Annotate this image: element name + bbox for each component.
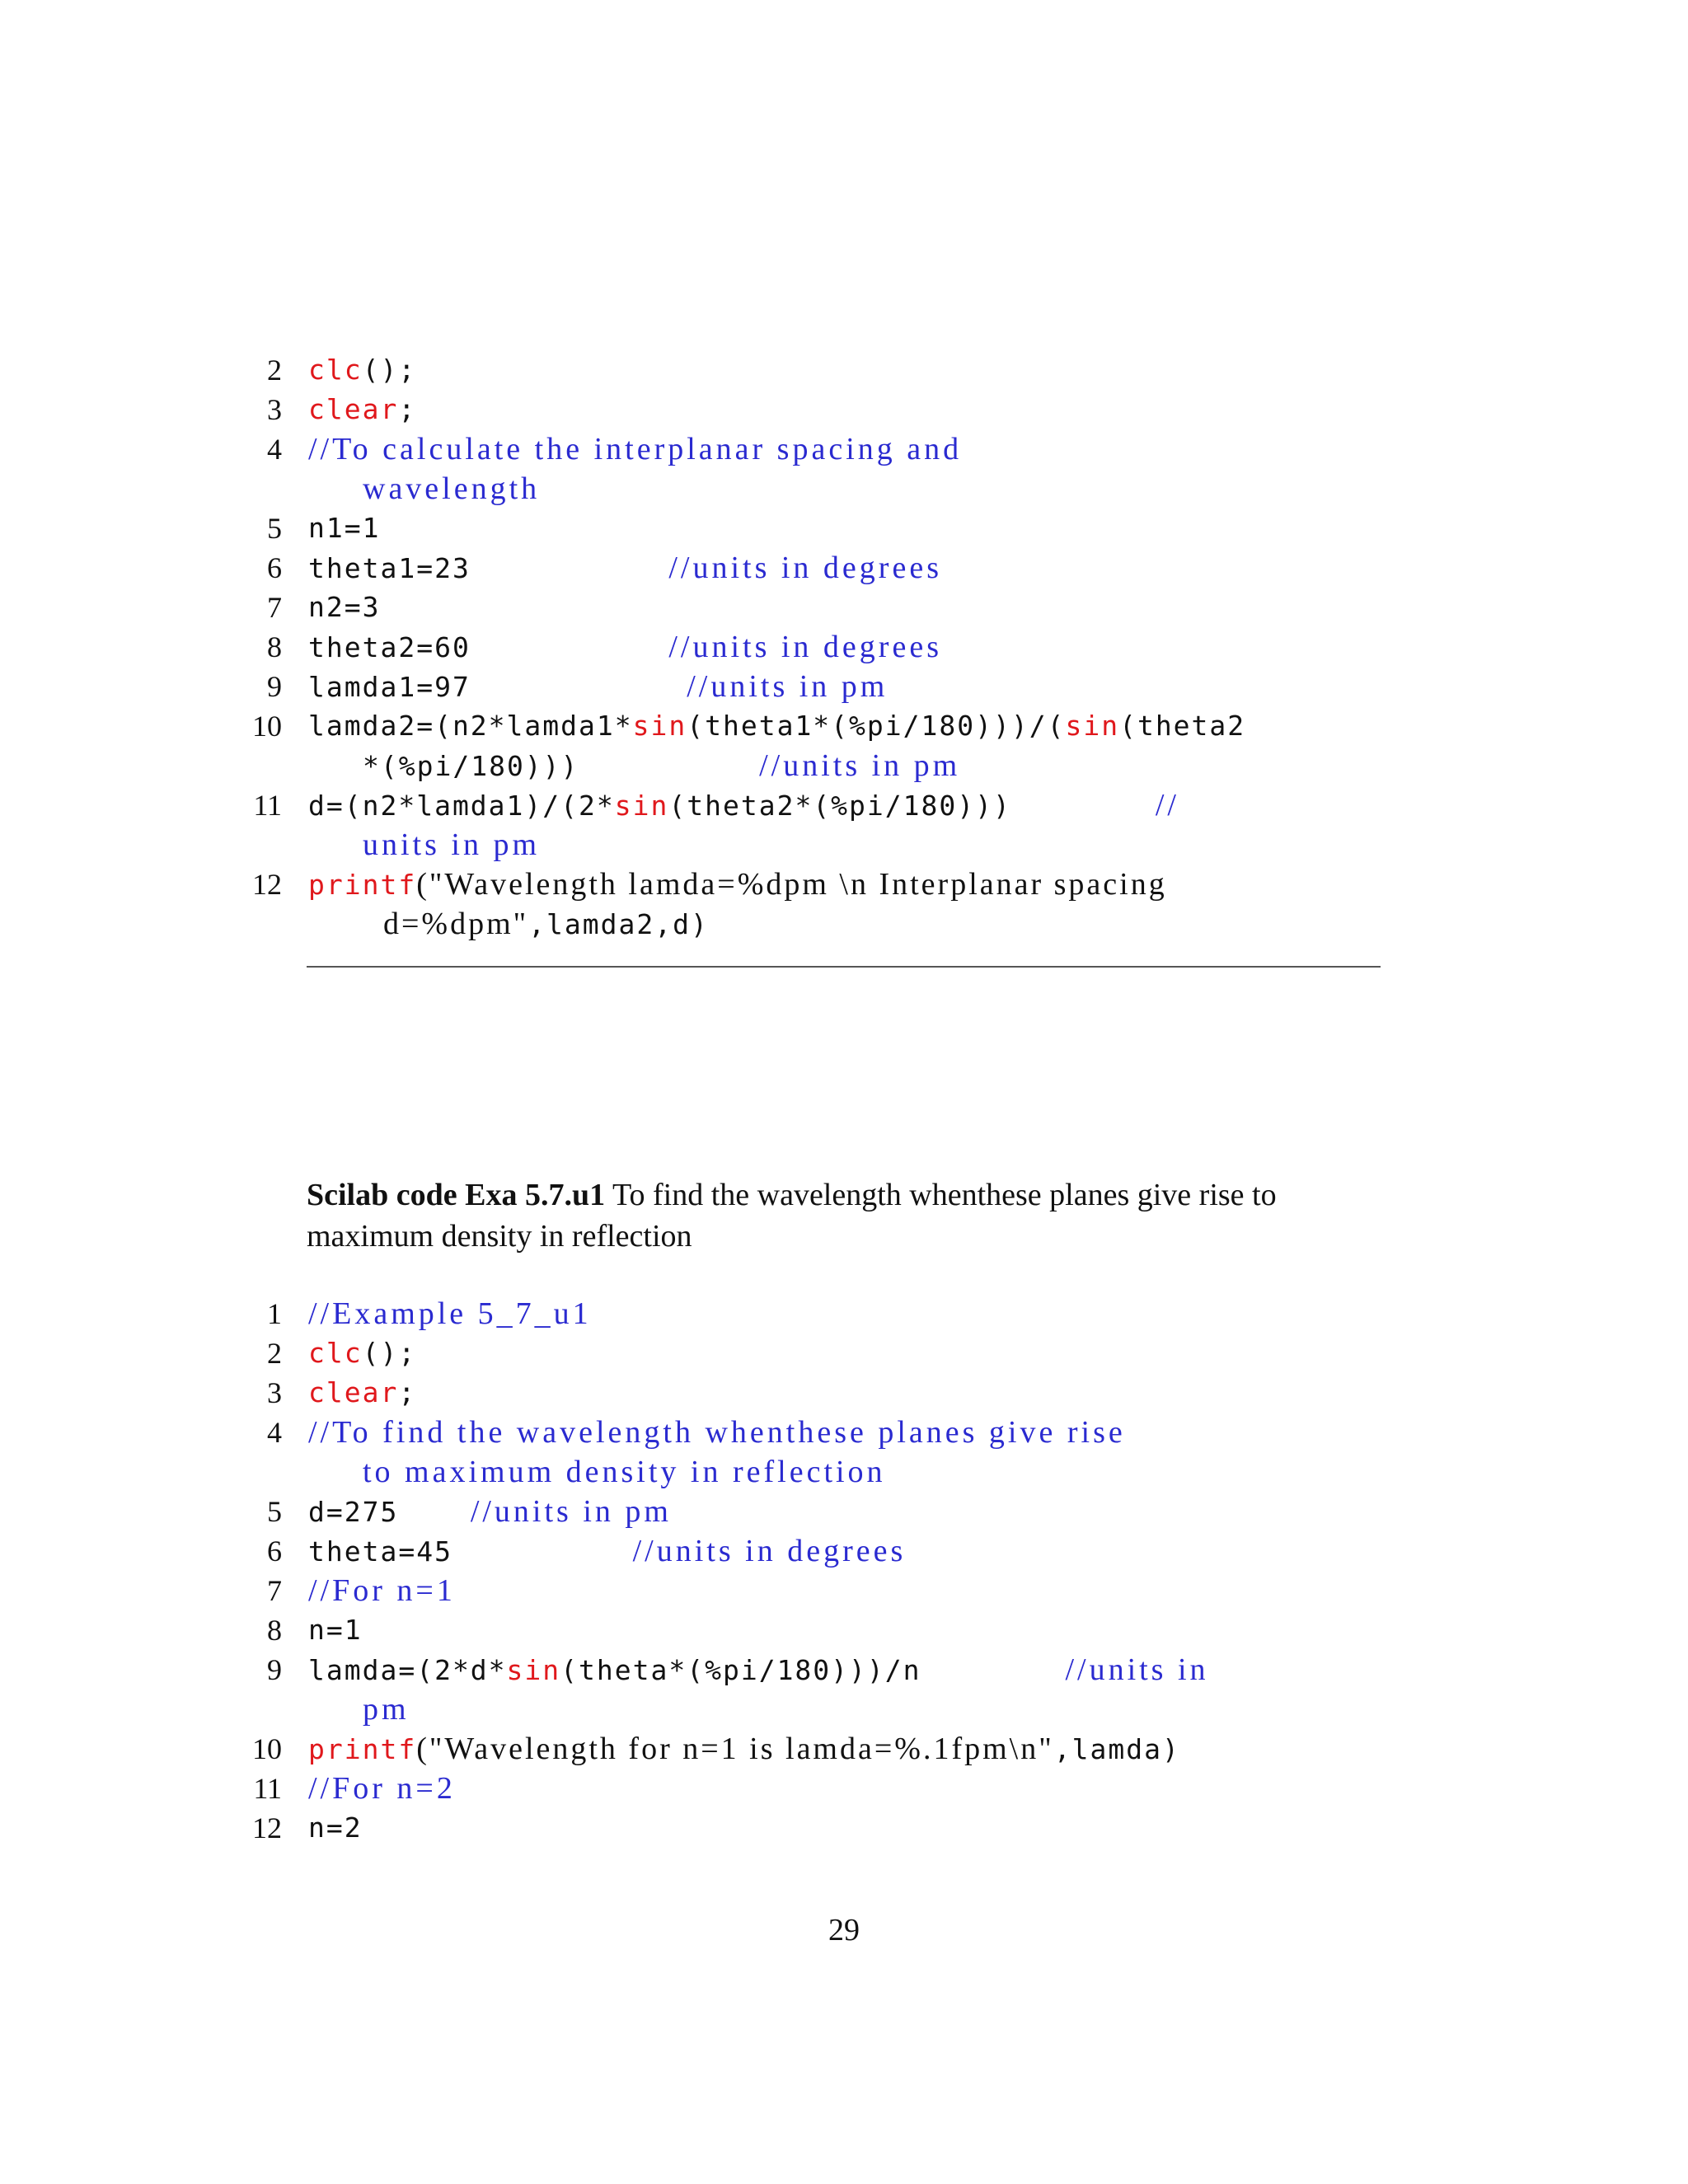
code-token: (); <box>362 354 417 386</box>
code-token: (theta1*(%pi/180)))/( <box>687 710 1066 742</box>
line-number: 9 <box>267 1653 282 1686</box>
line-number: 2 <box>267 1337 282 1370</box>
code-comment: wavelength <box>363 471 541 506</box>
code-line <box>239 627 1393 667</box>
code-token: (theta2 <box>1119 710 1246 742</box>
code-comment: //units in degrees <box>668 630 942 664</box>
code-line <box>239 1690 1393 1729</box>
code-text <box>383 904 709 944</box>
code-comment: to maximum density in reflection <box>363 1455 886 1489</box>
code-line <box>239 1333 1393 1373</box>
code-comment: // <box>1155 788 1179 823</box>
code-comment: //To find the wavelength whenthese planes give rise <box>308 1415 1126 1450</box>
line-number: 8 <box>267 630 282 663</box>
code-text <box>308 1373 416 1413</box>
code-text <box>308 548 942 588</box>
code-text <box>308 1333 416 1373</box>
code-comment: //units in pm <box>759 748 961 783</box>
code-text <box>308 1294 592 1334</box>
code-text <box>363 1452 886 1493</box>
line-number: 4 <box>267 1416 282 1449</box>
code-token: n2=3 <box>308 591 381 623</box>
code-text <box>308 1808 363 1848</box>
code-token: (theta2*(%pi/180))) <box>668 790 1156 822</box>
code-line <box>239 1452 1393 1492</box>
code-token: ,lamda2,d) <box>528 908 709 940</box>
caption-label: Scilab code Exa 5.7.u1 <box>307 1178 606 1212</box>
code-line <box>239 1413 1393 1452</box>
code-string: ("Wavelength for n=1 is lamda=%.1fpm\n" <box>416 1732 1054 1766</box>
code-token: lamda1=97 <box>308 671 687 703</box>
code-keyword: printf <box>308 1733 417 1765</box>
code-comment: //For n=2 <box>308 1771 456 1806</box>
code-line <box>239 1808 1393 1848</box>
code-line <box>239 904 1393 944</box>
code-line <box>239 865 1393 904</box>
code-comment: //units in pm <box>470 1494 672 1529</box>
code-comment: //To calculate the interplanar spacing and <box>308 432 963 466</box>
line-number: 10 <box>252 1732 282 1765</box>
code-line <box>239 350 1393 390</box>
line-number: 6 <box>267 1535 282 1568</box>
code-token: ; <box>398 1376 417 1408</box>
code-line <box>239 548 1393 588</box>
line-number: 6 <box>267 551 282 584</box>
code-token: theta2=60 <box>308 631 669 663</box>
code-keyword: clear <box>308 1376 399 1408</box>
code-line <box>239 1373 1393 1413</box>
code-line <box>239 1571 1393 1610</box>
code-token: theta=45 <box>308 1535 633 1568</box>
line-number: 11 <box>253 1772 282 1805</box>
code-keyword: sin <box>1065 710 1120 742</box>
code-text <box>308 706 1245 746</box>
code-comment: units in pm <box>363 827 541 862</box>
code-keyword: clc <box>308 354 363 386</box>
caption-text: To find the wavelength whenthese planes give rise to maximum density in reflection <box>307 1178 1277 1254</box>
code-token: (theta*(%pi/180)))/n <box>560 1654 1066 1686</box>
code-comment: //units in degrees <box>632 1534 907 1568</box>
line-number: 7 <box>267 1574 282 1607</box>
line-number: 3 <box>267 1376 282 1409</box>
code-line <box>239 1769 1393 1808</box>
line-number: 4 <box>267 433 282 466</box>
code-line <box>239 1294 1393 1333</box>
code-text <box>308 785 1179 826</box>
line-number: 5 <box>267 1495 282 1528</box>
code-line <box>239 390 1393 429</box>
code-comment: //Example 5_7_u1 <box>308 1296 592 1331</box>
code-token: d=275 <box>308 1496 471 1528</box>
code-text <box>308 1571 456 1611</box>
code-keyword: clc <box>308 1337 363 1369</box>
line-number: 1 <box>267 1297 282 1330</box>
code-keyword: printf <box>308 869 417 901</box>
code-comment: //For n=1 <box>308 1573 456 1608</box>
code-listing-bottom <box>239 1294 1393 1848</box>
code-text <box>308 588 380 627</box>
code-line <box>239 746 1393 785</box>
code-line <box>239 509 1393 548</box>
code-text <box>308 1492 672 1532</box>
code-token: n1=1 <box>308 512 381 544</box>
code-text <box>308 390 416 429</box>
line-number: 5 <box>267 512 282 545</box>
code-line <box>239 706 1393 746</box>
code-comment: //units in degrees <box>668 551 942 585</box>
code-text <box>308 627 942 668</box>
code-token: (); <box>362 1337 417 1369</box>
code-text <box>308 350 416 390</box>
code-text <box>308 1610 363 1650</box>
code-token: ,lamda) <box>1053 1733 1180 1765</box>
code-line <box>239 785 1393 825</box>
code-token: lamda=(2*d* <box>308 1654 507 1686</box>
line-number: 2 <box>267 354 282 387</box>
code-line <box>239 588 1393 627</box>
code-listing-top <box>239 350 1393 944</box>
code-text <box>308 1769 456 1809</box>
listing-divider <box>307 966 1381 968</box>
code-line <box>239 667 1393 706</box>
code-line <box>239 825 1393 865</box>
code-token: n=1 <box>308 1614 363 1646</box>
code-comment: //units in <box>1065 1652 1209 1687</box>
line-number: 7 <box>267 591 282 624</box>
code-line <box>239 1650 1393 1690</box>
code-token: n=2 <box>308 1811 363 1844</box>
page-number: 29 <box>828 1913 860 1947</box>
code-text <box>363 1690 410 1730</box>
code-text <box>308 1729 1180 1769</box>
code-text <box>308 509 380 548</box>
code-token: *(%pi/180))) <box>363 750 760 782</box>
code-keyword: clear <box>308 393 399 425</box>
code-token: theta1=23 <box>308 552 669 584</box>
code-line <box>239 1729 1393 1769</box>
code-comment: pm <box>363 1692 410 1727</box>
code-text <box>363 746 960 786</box>
code-line <box>239 429 1393 469</box>
code-text <box>363 825 540 865</box>
code-line <box>239 469 1393 509</box>
code-text <box>308 1650 1209 1690</box>
line-number: 10 <box>252 710 282 743</box>
code-token: ; <box>398 393 417 425</box>
code-string: ("Wavelength lamda=%dpm \n Interplanar spacing <box>416 867 1167 902</box>
code-line <box>239 1492 1393 1531</box>
code-token: lamda2=(n2*lamda1* <box>308 710 633 742</box>
code-text <box>308 429 962 470</box>
code-text <box>308 865 1167 905</box>
line-number: 12 <box>252 1811 282 1844</box>
code-token: d=(n2*lamda1)/(2* <box>308 790 615 822</box>
code-comment: //units in pm <box>687 669 889 704</box>
code-keyword: sin <box>632 710 687 742</box>
code-caption <box>307 1174 1395 1257</box>
code-keyword: sin <box>506 1654 561 1686</box>
line-number: 3 <box>267 393 282 426</box>
code-text <box>308 1413 1126 1453</box>
code-line <box>239 1531 1393 1571</box>
line-number: 12 <box>252 868 282 901</box>
line-number: 8 <box>267 1614 282 1647</box>
line-number: 11 <box>253 789 282 822</box>
code-text <box>308 1531 906 1572</box>
code-string: d=%dpm" <box>383 907 529 941</box>
line-number: 9 <box>267 670 282 703</box>
code-line <box>239 1610 1393 1650</box>
code-text <box>363 469 540 509</box>
code-keyword: sin <box>614 790 669 822</box>
code-text <box>308 667 888 707</box>
